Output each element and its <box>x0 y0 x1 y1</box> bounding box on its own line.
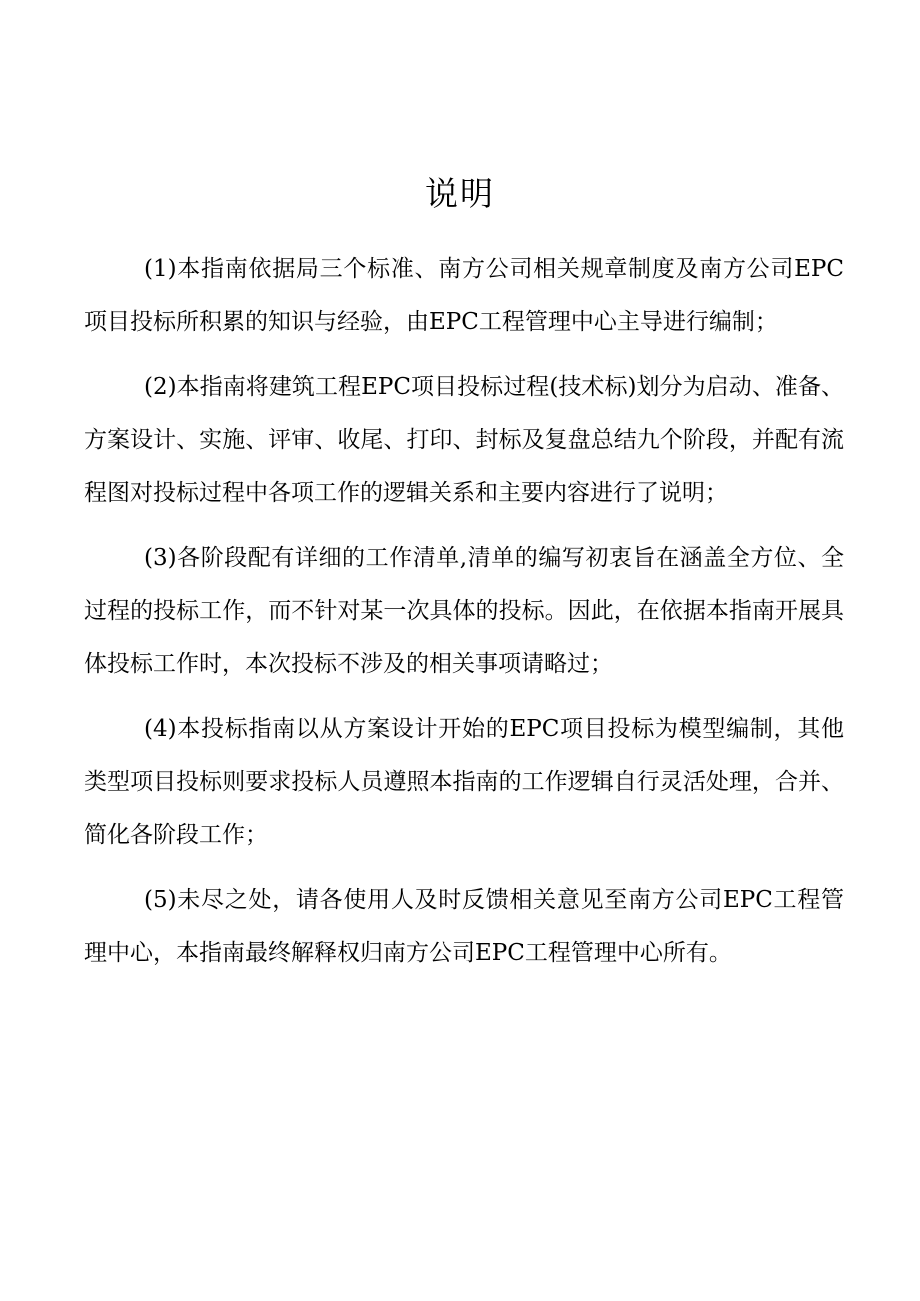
paragraph-1: (1)本指南依据局三个标准、南方公司相关规章制度及南方公司EPC项目投标所积累的知识与经验，由EPC工程管理中心主导进行编制； <box>84 256 844 335</box>
paragraph-3: (3)各阶段配有详细的工作清单,清单的编写初衷旨在涵盖全方位、全过程的投标工作，而不针对某一次具体的投标。因此，在依据本指南开展具体投标工作时，本次投标不涉及的相关事项请略过； <box>84 545 844 677</box>
page-title: 说明 <box>425 174 495 213</box>
paragraph-4: (4)本投标指南以从方案设计开始的EPC项目投标为模型编制，其他类型项目投标则要求投标人员遵照本指南的工作逻辑自行灵活处理，合并、简化各阶段工作； <box>84 716 844 848</box>
paragraph-2: (2)本指南将建筑工程EPC项目投标过程(技术标)划分为启动、准备、方案设计、实施、评审、收尾、打印、封标及复盘总结九个阶段，并配有流程图对投标过程中各项工作的逻辑关系和主要内容进行了说明； <box>84 374 844 506</box>
document-body <box>84 243 844 980</box>
paragraph-5: (5)未尽之处，请各使用人及时反馈相关意见至南方公司EPC工程管理中心，本指南最终解释权归南方公司EPC工程管理中心所有。 <box>84 887 844 966</box>
